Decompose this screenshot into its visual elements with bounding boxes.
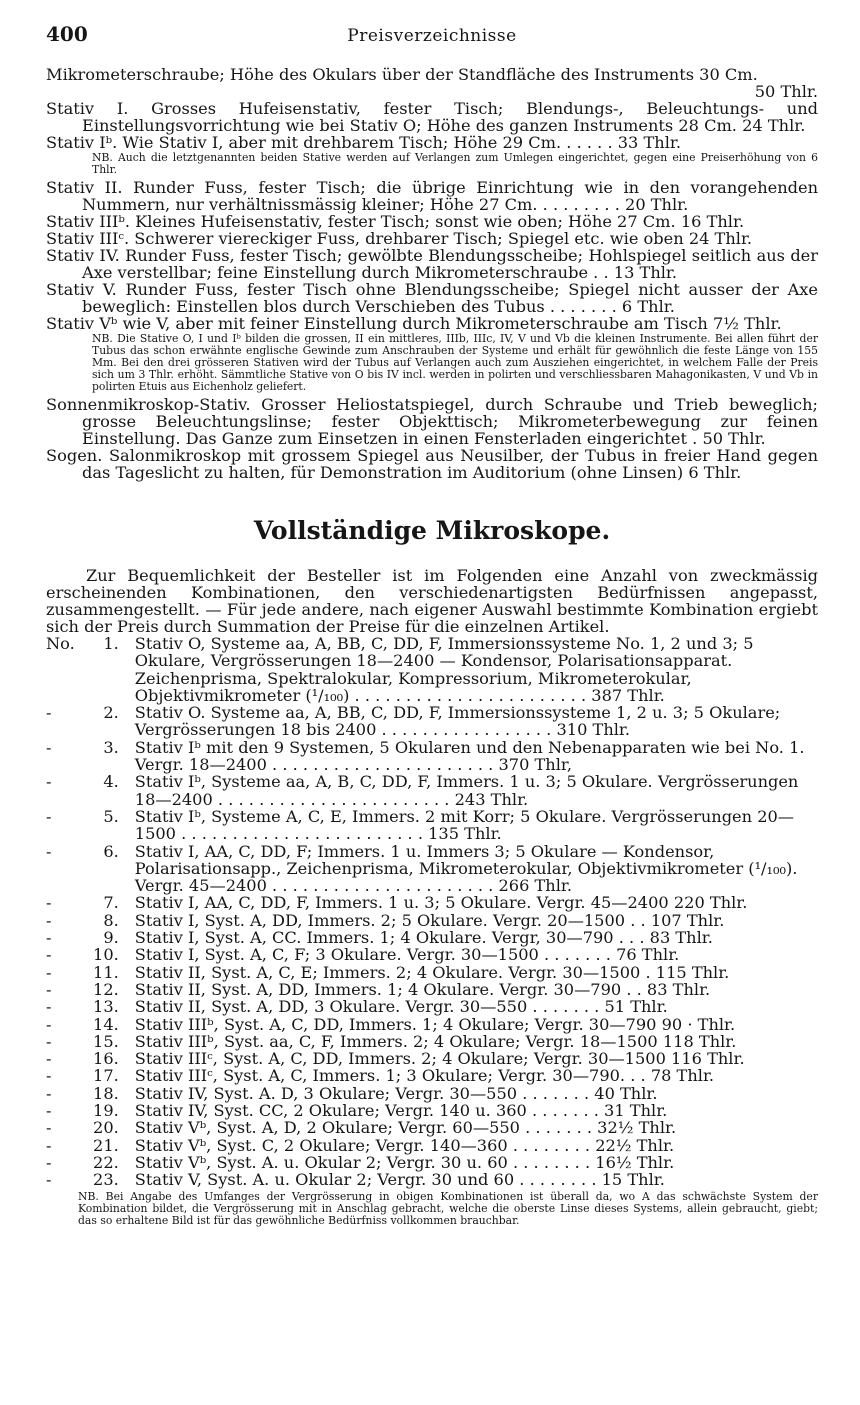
list-item xyxy=(46,635,818,704)
entry-text: Stativ Iᵇ. Wie Stativ I, aber mit drehbarem Tisch; Höhe 29 Cm. . . . . . xyxy=(46,133,613,152)
item-number: 10. xyxy=(93,945,119,965)
item-number: 17. xyxy=(93,1066,119,1086)
list-item xyxy=(46,773,818,808)
list-item xyxy=(46,1154,818,1171)
entry-text: Stativ II. Runder Fuss, fester Tisch; die übrige Einrichtung wie in den vorangehenden Nummern, nur verhältnissmässig kleiner; Höhe 27 Cm. . . . . . . . . xyxy=(46,178,818,214)
item-marker: - xyxy=(46,893,52,913)
item-description: Stativ II, Syst. A, DD, Immers. 1; 4 Okulare. Vergr. 30—790 . . 83 Thlr. xyxy=(134,979,711,999)
item-number: 9. xyxy=(103,928,119,948)
stand-note: NB. Die Stative O, I und Iᵇ bilden die grossen, II ein mittleres, IIIb, IIIc, IV, V und Vb die kleinen Instrumente. Bei allen führt der Tubus das schon erwähnte englische Gewinde zum Anschrauben der Systeme und erhält für gewöhnlich die feste Länge von 155 Mm. Bei den drei grösseren Stativen wird der Tubus auf Verlangen auch zum Ausziehen eingerichtet, in welchem Falle der Preis sich um 3 Thlr. erhöht. Sämmtliche Stative von O bis IV incl. werden in polirten und verschliessbaren Mahagonikasten, V und Vb in polirten Etuis aus Eichenholz geliefert. xyxy=(92,332,818,393)
stand-entry xyxy=(46,396,818,447)
stand-entry xyxy=(46,134,818,151)
item-marker: - xyxy=(46,1031,52,1051)
entry-text: Stativ IIIᶜ. Schwerer viereckiger Fuss, drehbarer Tisch; Spiegel etc. wie oben xyxy=(46,229,684,248)
item-price: 116 Thlr. xyxy=(671,1049,745,1069)
stand-entry xyxy=(46,281,818,315)
stand-entry xyxy=(46,230,818,247)
item-price: 266 Thlr. xyxy=(498,876,573,896)
item-number: 23. xyxy=(93,1170,119,1190)
entry-price: 50 Thlr. xyxy=(702,429,766,448)
item-number: 12. xyxy=(93,979,119,999)
item-description: Stativ O. Systeme aa, A, BB, C, DD, F, Immersionssysteme 1, 2 u. 3; 5 Okulare; Vergrösserungen 18 bis 2400 . . . . . . . . . . . . . . . . . 310 Thlr. xyxy=(134,703,781,740)
item-price: 118 Thlr. xyxy=(662,1031,737,1051)
stand-entry xyxy=(46,100,818,134)
entry-price: 6 Thlr. xyxy=(688,463,742,482)
item-price: 16½ Thlr. xyxy=(595,1152,675,1172)
intro-paragraph: Zur Bequemlichkeit der Besteller ist im Folgenden eine Anzahl von zweckmässig erscheinenden Kombinationen, den verschiedenartigsten Bedürfnissen angepasst, zusammengestellt. — Für jede andere, nach eigener Auswahl bestimmte Kombination ergiebt sich der Preis durch Summation der Preise für die einzelnen Artikel. xyxy=(46,566,818,636)
item-description: Stativ Iᵇ, Systeme A, C, E, Immers. 2 mit Korr; 5 Okulare. Vergrösserungen 20—1500 . . . . . . . . . . . . . . . . . . . . . . . . 135 Thlr. xyxy=(134,806,794,844)
item-number: 22. xyxy=(93,1152,119,1172)
stand-entry xyxy=(46,247,818,281)
item-marker: - xyxy=(46,1152,52,1172)
item-marker: - xyxy=(46,841,52,861)
item-price: 83 Thlr. xyxy=(649,928,713,948)
item-number: 1. xyxy=(103,634,119,653)
page-header xyxy=(46,22,818,66)
item-description: Stativ II, Syst. A, C, E; Immers. 2; 4 Okulare. Vergr. 30—1500 . 115 Thlr. xyxy=(134,962,730,982)
item-description: Stativ I, Syst. A, DD, Immers. 2; 5 Okulare. Vergr. 20—1500 . . 107 Thlr. xyxy=(134,910,725,930)
item-description: Stativ I, AA, C, DD, F; Immers. 1 u. Immers 3; 5 Okulare — Kondensor, Polarisationsapp., Zeichenprisma, Mikrometerokular, Objektivmikrometer (¹/₁₀₀). Vergr. 45—2400 . . . . . . . . . . . . . . . . . . . . . . 266 Thlr. xyxy=(134,841,798,896)
item-description: Stativ V, Syst. A. u. Okular 2; Vergr. 30 und 60 . . . . . . . . 15 Thlr. xyxy=(134,1170,665,1190)
item-price: 40 Thlr. xyxy=(594,1083,658,1103)
entry-price: 13 Thlr. xyxy=(613,263,678,282)
item-description: Stativ Iᵇ, Systeme aa, A, B, C, DD, F, Immers. 1 u. 3; 5 Okulare. Vergrösserungen 18—2400 . . . . . . . . . . . . . . . . . . . . . . . 243 Thlr. xyxy=(134,772,799,809)
list-item xyxy=(46,912,818,929)
entry-price: 33 Thlr. xyxy=(617,133,681,152)
item-number: 20. xyxy=(93,1118,119,1138)
list-item xyxy=(46,1119,818,1136)
item-number: 2. xyxy=(103,703,119,723)
item-description: Stativ O, Systeme aa, A, BB, C, DD, F, Immersionssysteme No. 1, 2 und 3; 5 Okulare, Vergrösserungen 18—2400 — Kondensor, Polarisationsapparat. Zeichenprisma, Spektralokular, Kompressorium, Mikrometerokular, Objektivmikrometer (¹/₁₀₀) . . . . . . . . . . . . . . . . . . . . . . . 387 Thlr. xyxy=(134,634,754,705)
item-description: Stativ Vᵇ, Syst. A. u. Okular 2; Vergr. 30 u. 60 . . . . . . . . 16½ Thlr. xyxy=(134,1152,675,1172)
item-price: 387 Thlr. xyxy=(591,685,665,705)
item-marker: - xyxy=(46,806,52,826)
entry-text: Sogen. Salonmikroskop mit grossem Spiegel aus Neusilber, der Tubus in freier Hand gegen das Tageslicht zu halten, für Demonstration im Auditorium (ohne Linsen) xyxy=(46,446,818,482)
stand-entry xyxy=(46,213,818,230)
stand-entry-continued xyxy=(46,66,818,100)
item-number: 14. xyxy=(93,1014,119,1034)
item-description: Stativ II, Syst. A, DD, 3 Okulare. Vergr. 30—550 . . . . . . . 51 Thlr. xyxy=(134,997,668,1017)
item-price: 83 Thlr. xyxy=(646,979,711,999)
list-item xyxy=(46,1067,818,1084)
stands-section xyxy=(46,66,818,481)
item-marker: - xyxy=(46,737,52,757)
item-description: Stativ Vᵇ, Syst. A, D, 2 Okulare; Vergr. 60—550 . . . . . . . 32½ Thlr. xyxy=(134,1118,677,1138)
item-number: 5. xyxy=(103,806,119,826)
item-marker: - xyxy=(46,910,52,930)
item-price: 370 Thlr, xyxy=(498,755,573,775)
list-item xyxy=(46,1016,818,1033)
item-marker: - xyxy=(46,772,52,792)
item-price: 76 Thlr. xyxy=(616,945,680,965)
list-item xyxy=(46,1033,818,1050)
item-price: 15 Thlr. xyxy=(601,1170,665,1190)
item-number: 19. xyxy=(93,1101,119,1121)
item-number: 16. xyxy=(93,1049,119,1069)
section-title: Vollständige Mikroskope. xyxy=(253,516,611,545)
item-description: Stativ IIIᵇ, Syst. aa, C, F, Immers. 2; 4 Okulare; Vergr. 18—1500 118 Thlr. xyxy=(134,1031,737,1051)
entry-text: Stativ IIIᵇ. Kleines Hufeisenstativ, fester Tisch; sonst wie oben; Höhe 27 Cm. xyxy=(46,212,676,231)
item-marker: - xyxy=(46,1101,52,1121)
list-item xyxy=(46,1171,818,1188)
item-price: 115 Thlr. xyxy=(655,962,730,982)
item-marker: - xyxy=(46,979,52,999)
list-item xyxy=(46,1102,818,1119)
stand-entry xyxy=(46,315,818,332)
item-price: 78 Thlr. xyxy=(650,1066,715,1086)
list-item xyxy=(46,843,818,895)
item-number: 11. xyxy=(93,962,119,982)
item-marker: - xyxy=(46,1066,52,1086)
entry-price: 20 Thlr. xyxy=(625,195,689,214)
list-item xyxy=(46,704,818,739)
list-item xyxy=(46,1050,818,1067)
item-price: 135 Thlr. xyxy=(428,824,502,844)
stand-entry xyxy=(46,447,818,481)
item-marker: - xyxy=(46,997,52,1017)
item-marker: - xyxy=(46,1135,52,1155)
item-number: 18. xyxy=(93,1083,119,1103)
entry-text: Stativ Vᵇ wie V, aber mit feiner Einstellung durch Mikrometerschraube am Tisch xyxy=(46,314,708,333)
list-item xyxy=(46,981,818,998)
running-head: Preisverzeichnisse xyxy=(347,26,517,46)
list-item xyxy=(46,739,818,774)
item-description: Stativ IV, Syst. A. D, 3 Okulare; Vergr. 30—550 . . . . . . . 40 Thlr. xyxy=(134,1083,658,1103)
item-number: 3. xyxy=(103,737,119,757)
item-description: Stativ IV, Syst. CC, 2 Okulare; Vergr. 140 u. 360 . . . . . . . 31 Thlr. xyxy=(134,1101,668,1121)
item-price: 31 Thlr. xyxy=(604,1101,668,1121)
entry-price: 6 Thlr. xyxy=(621,297,675,316)
stand-note: NB. Auch die letztgenannten beiden Stative werden auf Verlangen zum Umlegen eingerichtet, gegen eine Preiserhöhung von 6 Thlr. xyxy=(92,151,818,176)
microscope-list-body xyxy=(46,635,818,1189)
item-marker: - xyxy=(46,962,52,982)
list-item xyxy=(46,998,818,1015)
item-marker: - xyxy=(46,1118,52,1138)
item-marker: - xyxy=(46,945,52,965)
item-number: 8. xyxy=(103,910,119,930)
item-description: Stativ I, Syst. A, CC. Immers. 1; 4 Okulare. Vergr, 30—790 . . . 83 Thlr. xyxy=(134,928,713,948)
item-price: 51 Thlr. xyxy=(604,997,668,1017)
list-item xyxy=(46,929,818,946)
item-description: Stativ IIIᵇ, Syst. A, C, DD, Immers. 1; 4 Okulare; Vergr. 30—790 90 · Thlr. xyxy=(134,1014,736,1034)
item-price: 90 · Thlr. xyxy=(661,1014,736,1034)
item-marker: - xyxy=(46,1170,52,1190)
list-item xyxy=(46,1085,818,1102)
list-item xyxy=(46,946,818,963)
item-number: 7. xyxy=(103,893,119,913)
entry-price: 24 Thlr. xyxy=(742,116,806,135)
entry-price: 16 Thlr. xyxy=(680,212,745,231)
item-description: Stativ Iᵇ mit den 9 Systemen, 5 Okularen und den Nebenapparaten wie bei No. 1. Vergr. 18—2400 . . . . . . . . . . . . . . . . . . . . . . 370 Thlr, xyxy=(134,737,805,775)
list-item xyxy=(46,964,818,981)
item-description: Stativ I, Syst. A, C, F; 3 Okulare. Vergr. 30—1500 . . . . . . . 76 Thlr. xyxy=(134,945,680,965)
footnote: NB. Bei Angabe des Umfanges der Vergrösserung in obigen Kombinationen ist überall da, wo A das schwächste System der Kombination bildet, die Vergrösserung mit in Anschlag gebracht, welche die oberste Linse dieses Systems, allein gebraucht, giebt; das so erhaltene Bild ist für das gewöhnliche Bedürfniss vollkommen brauchbar. xyxy=(78,1189,818,1227)
item-price: 310 Thlr. xyxy=(556,720,631,740)
item-marker: - xyxy=(46,928,52,948)
page-number: 400 xyxy=(46,22,88,46)
list-item xyxy=(46,894,818,911)
item-description: Stativ IIIᶜ, Syst. A, C, DD, Immers. 2; 4 Okulare; Vergr. 30—1500 116 Thlr. xyxy=(134,1049,745,1069)
microscope-list xyxy=(46,635,818,1189)
entry-text: Stativ V. Runder Fuss, fester Tisch ohne Blendungsscheibe; Spiegel nicht ausser der Axe beweglich: Einstellen blos durch Verschieben des Tubus . . . . . . . xyxy=(46,280,818,316)
item-price: 220 Thlr. xyxy=(673,893,748,913)
item-description: Stativ I, AA, C, DD, F, Immers. 1 u. 3; 5 Okulare. Vergr. 45—2400 220 Thlr. xyxy=(134,893,748,913)
list-item xyxy=(46,808,818,843)
item-price: 107 Thlr. xyxy=(650,910,725,930)
item-number: 21. xyxy=(93,1135,119,1155)
entry-price: 24 Thlr. xyxy=(688,229,753,248)
item-price: 32½ Thlr. xyxy=(597,1118,677,1138)
item-description: Stativ IIIᶜ, Syst. A, C, Immers. 1; 3 Okulare; Vergr. 30—790. . . 78 Thlr. xyxy=(134,1066,715,1086)
item-marker: - xyxy=(46,703,52,723)
item-marker: - xyxy=(46,1049,52,1069)
entry-text: Stativ I. Grosses Hufeisenstativ, fester Tisch; Blendungs-, Beleuchtungs- und Einstellungsvorrichtung wie bei Stativ O; Höhe des ganzen Instruments 28 Cm. xyxy=(46,99,818,135)
item-marker: - xyxy=(46,1083,52,1103)
entry-text: Stativ IV. Runder Fuss, fester Tisch; gewölbte Blendungsscheibe; Hohlspiegel seitlich aus der Axe verstellbar; feine Einstellung durch Mikrometerschraube . . xyxy=(46,246,818,282)
entry-text: Mikrometerschraube; Höhe des Okulars über der Standfläche des Instruments 30 Cm. xyxy=(46,65,758,84)
item-number: 6. xyxy=(103,841,119,861)
item-price: 22½ Thlr. xyxy=(595,1135,675,1155)
item-number: 13. xyxy=(93,997,119,1017)
list-item xyxy=(46,1137,818,1154)
entry-price: 7½ Thlr. xyxy=(712,314,782,333)
item-description: Stativ Vᵇ, Syst. C, 2 Okulare; Vergr. 140—360 . . . . . . . . 22½ Thlr. xyxy=(134,1135,675,1155)
item-price: 243 Thlr. xyxy=(454,789,529,809)
entry-text: Sonnenmikroskop-Stativ. Grosser Heliostatspiegel, durch Schraube und Trieb beweglich; grosse Beleuchtungslinse; fester Objekttisch; Mikrometerbewegung zur feinen Einstellung. Das Ganze zum Einsetzen in einen Fensterladen eingerichtet . xyxy=(46,395,818,448)
entry-price: 50 Thlr. xyxy=(754,82,818,101)
stand-entry xyxy=(46,179,818,213)
item-marker: - xyxy=(46,1014,52,1034)
item-marker: No. xyxy=(46,634,75,653)
item-number: 15. xyxy=(93,1031,119,1051)
item-number: 4. xyxy=(103,772,119,792)
